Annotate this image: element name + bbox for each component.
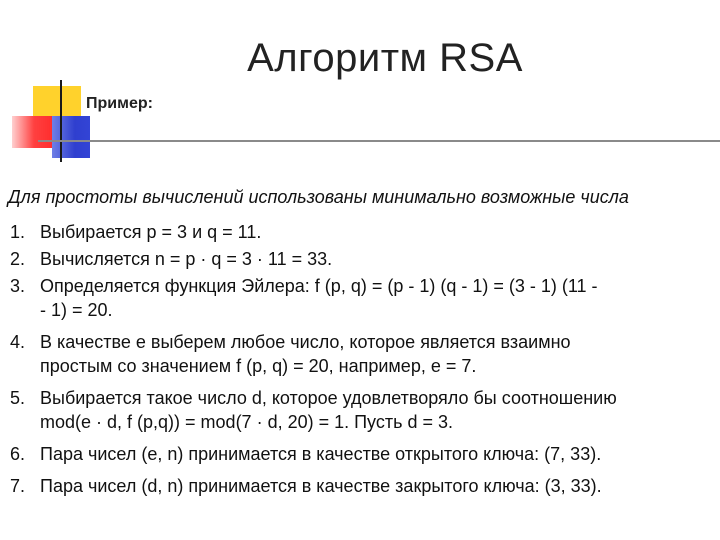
logo-red-square bbox=[12, 116, 56, 148]
item-text-continued: mod(e · d, f (p,q)) = mod(7 · d, 20) = 1. Пусть d = 3. bbox=[40, 412, 454, 432]
item-text: В качестве e выберем любое число, которое является взаимно bbox=[40, 332, 571, 352]
slide-title: Алгоритм RSA bbox=[247, 36, 523, 80]
item-text: Выбирается p = 3 и q = 11. bbox=[40, 222, 262, 242]
item-number: 7. bbox=[10, 476, 26, 496]
item-text: Определяется функция Эйлера: f (p, q) = (p - 1) (q - 1) = (3 - 1) (11 - bbox=[40, 276, 598, 296]
item-text: Пара чисел (d, n) принимается в качестве закрытого ключа: (3, 33). bbox=[40, 476, 602, 496]
logo-vertical-line bbox=[60, 80, 62, 162]
list-item bbox=[10, 474, 710, 498]
logo-blue-square bbox=[52, 116, 90, 158]
steps-list bbox=[10, 220, 710, 498]
item-number: 3. bbox=[10, 276, 26, 296]
list-item bbox=[10, 386, 710, 434]
list-item bbox=[10, 220, 710, 244]
item-number: 5. bbox=[10, 388, 26, 408]
list-item bbox=[10, 330, 710, 378]
item-text-continued: - 1) = 20. bbox=[40, 300, 113, 320]
item-number: 2. bbox=[10, 249, 26, 269]
item-number: 6. bbox=[10, 444, 26, 464]
list-item bbox=[10, 274, 710, 322]
item-number: 1. bbox=[10, 222, 26, 242]
item-text: Выбирается такое число d, которое удовлетворяло бы соотношению bbox=[40, 388, 617, 408]
item-text-continued: простым со значением f (p, q) = 20, например, e = 7. bbox=[40, 356, 477, 376]
item-text: Вычисляется n = p · q = 3 · 11 = 33. bbox=[40, 249, 333, 269]
item-number: 4. bbox=[10, 332, 26, 352]
list-item bbox=[10, 247, 710, 271]
slide-subtitle: Пример: bbox=[86, 95, 153, 112]
title-divider bbox=[38, 140, 720, 142]
item-text: Пара чисел (e, n) принимается в качестве открытого ключа: (7, 33). bbox=[40, 444, 602, 464]
list-item bbox=[10, 442, 710, 466]
intro-text: Для простоты вычислений использованы минимально возможные числа bbox=[8, 187, 629, 207]
